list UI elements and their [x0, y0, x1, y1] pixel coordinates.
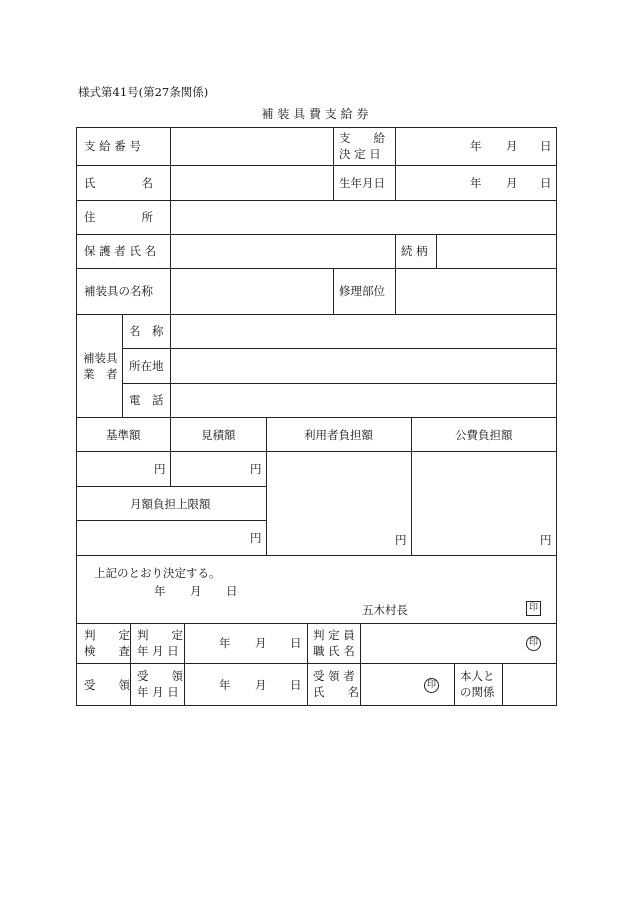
yen-kijun: 円: [154, 462, 166, 476]
label-gyosha-2: 業 者: [83, 367, 118, 381]
label-zokugara: 続 柄: [401, 244, 428, 258]
date-day-1: 日: [540, 139, 552, 153]
label-shikyu-kettei-1: 支 給: [339, 131, 385, 145]
date-day-2: 日: [540, 176, 552, 190]
label-hantei-in-1: 判 定 員: [313, 628, 355, 642]
hantei-day: 日: [290, 636, 302, 650]
date-month-1: 月: [506, 139, 518, 153]
juryo-year: 年: [219, 678, 231, 692]
seal-square-icon: 印: [526, 601, 541, 616]
mayor-name: 五木村長: [362, 603, 408, 617]
date-month-2: 月: [506, 176, 518, 190]
label-hantei-kensa-2: 検 査: [84, 644, 130, 658]
label-juryo: 受 領: [84, 678, 130, 692]
label-getsugaku: 月額負担上限額: [130, 497, 211, 511]
yen-riyosha: 円: [395, 533, 407, 547]
label-kohi: 公費負担額: [455, 428, 513, 442]
decision-month: 月: [190, 584, 202, 598]
label-shuri-bui: 修理部位: [339, 284, 385, 298]
form-number-header: 様式第41号(第27条関係): [78, 85, 209, 99]
label-meisho: 名 称: [129, 324, 164, 338]
form-title: 補 装 具 費 支 給 券: [261, 107, 369, 121]
label-mitsumori: 見積額: [201, 428, 236, 442]
date-year-2: 年: [470, 176, 482, 190]
label-shikyu-bango: 支 給 番 号: [84, 139, 141, 153]
label-shikyu-kettei-2: 決 定 日: [339, 147, 381, 161]
label-gyosha-1: 補装具: [83, 351, 118, 365]
yen-mitsumori: 円: [250, 462, 262, 476]
label-hantei-in-2: 職 氏 名: [313, 644, 355, 658]
yen-kohi: 円: [540, 533, 552, 547]
date-year-1: 年: [470, 139, 482, 153]
label-juryo-sha-2: 氏 名: [313, 685, 359, 699]
label-kijun: 基準額: [106, 428, 141, 442]
label-shozaichi: 所在地: [129, 359, 164, 373]
decision-year: 年: [154, 584, 166, 598]
label-honnin-2: の関係: [460, 685, 495, 699]
label-shimei: 氏 名: [84, 176, 153, 190]
seal-round-icon: 印: [424, 678, 439, 693]
label-riyosha: 利用者負担額: [304, 428, 373, 442]
decision-day: 日: [226, 584, 238, 598]
label-hosogu-meisho: 補装具の名称: [84, 284, 153, 298]
label-juryo-date-2: 年 月 日: [137, 685, 179, 699]
label-denwa: 電 話: [129, 393, 164, 407]
seal-round-icon: 印: [526, 636, 541, 651]
label-hantei-date-2: 年 月 日: [137, 644, 179, 658]
label-juryo-date-1: 受 領: [137, 669, 183, 683]
label-juryo-sha-1: 受 領 者: [313, 669, 355, 683]
yen-getsugaku: 円: [250, 531, 262, 545]
label-seinengappi: 生年月日: [339, 176, 385, 190]
juryo-day: 日: [290, 678, 302, 692]
label-hantei-date-1: 判 定: [137, 628, 183, 642]
juryo-month: 月: [255, 678, 267, 692]
label-hogosha: 保 護 者 氏 名: [84, 244, 157, 258]
hantei-month: 月: [255, 636, 267, 650]
label-honnin-1: 本人と: [460, 669, 495, 683]
label-jusho: 住 所: [84, 210, 153, 224]
decision-text: 上記のとおり決定する。: [94, 566, 221, 580]
hantei-year: 年: [219, 636, 231, 650]
label-hantei-kensa-1: 判 定: [84, 628, 130, 642]
